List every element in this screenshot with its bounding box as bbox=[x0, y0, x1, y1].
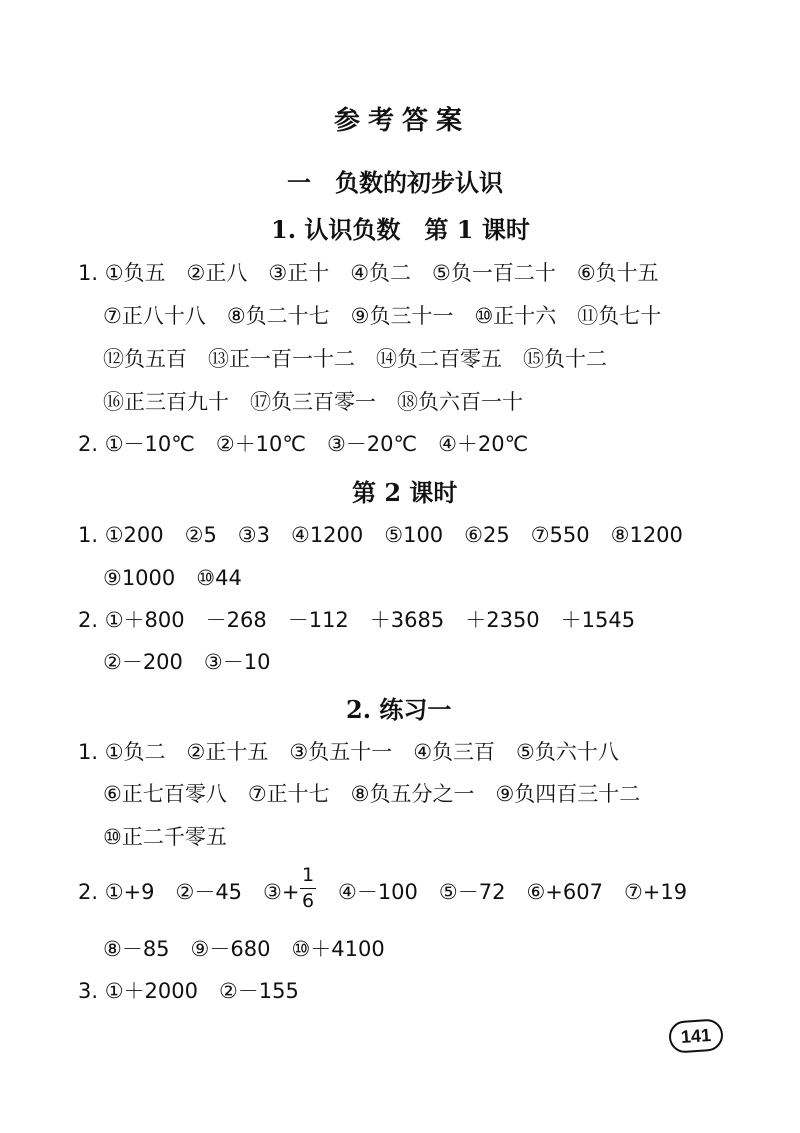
page-number: 141 bbox=[680, 1024, 712, 1048]
fraction-numerator: 1 bbox=[301, 864, 315, 886]
answer-line: ⑨1000 ⑩44 bbox=[103, 566, 242, 590]
answer-line: 3. ①＋2000 ②－155 bbox=[78, 979, 299, 1003]
fraction-one-sixth bbox=[300, 866, 316, 911]
answer-line: 2. ①＋800 －268 －112 ＋3685 ＋2350 ＋1545 bbox=[78, 608, 636, 632]
page-title: 参考答案 bbox=[334, 106, 471, 136]
answer-line: ⑦正八十八 ⑧负二十七 ⑨负三十一 ⑩正十六 ⑪负七十 bbox=[103, 304, 662, 328]
answer-line: 1. ①200 ②5 ③3 ④1200 ⑤100 ⑥25 ⑦550 ⑧1200 bbox=[78, 523, 683, 547]
answer-line: ⑥正七百零八 ⑦正十七 ⑧负五分之一 ⑨负四百三十二 bbox=[103, 782, 641, 806]
fraction-bar bbox=[300, 888, 316, 889]
fraction-denominator: 6 bbox=[301, 890, 315, 912]
section-heading-1: 1. 认识负数 第 1 课时 bbox=[271, 215, 530, 244]
answer-line: 1. ①负五 ②正八 ③正十 ④负二 ⑤负一百二十 ⑥负十五 bbox=[78, 261, 659, 285]
answer-line: ⑩正二千零五 bbox=[103, 825, 227, 849]
answer-line: ⑧－85 ⑨－680 ⑩＋4100 bbox=[103, 937, 385, 961]
answer-line: 1. ①负二 ②正十五 ③负五十一 ④负三百 ⑤负六十八 bbox=[78, 740, 619, 764]
answer-line: ④－100 ⑤－72 ⑥+607 ⑦+19 bbox=[338, 880, 688, 904]
answer-line: 2. ①－10℃ ②＋10℃ ③－20℃ ④＋20℃ bbox=[78, 432, 529, 456]
section-heading-3: 2. 练习一 bbox=[346, 695, 452, 724]
chapter-heading: 一 负数的初步认识 bbox=[287, 168, 503, 197]
section-heading-2: 第 2 课时 bbox=[352, 478, 458, 507]
answer-line: ⑯正三百九十 ⑰负三百零一 ⑱负六百一十 bbox=[103, 390, 523, 414]
page-number-badge bbox=[668, 1018, 724, 1054]
answer-line: ②－200 ③－10 bbox=[103, 650, 271, 674]
answer-line: 2. ①+9 ②－45 ③+ bbox=[78, 880, 300, 904]
answer-line: ⑫负五百 ⑬正一百一十二 ⑭负二百零五 ⑮负十二 bbox=[103, 347, 607, 371]
